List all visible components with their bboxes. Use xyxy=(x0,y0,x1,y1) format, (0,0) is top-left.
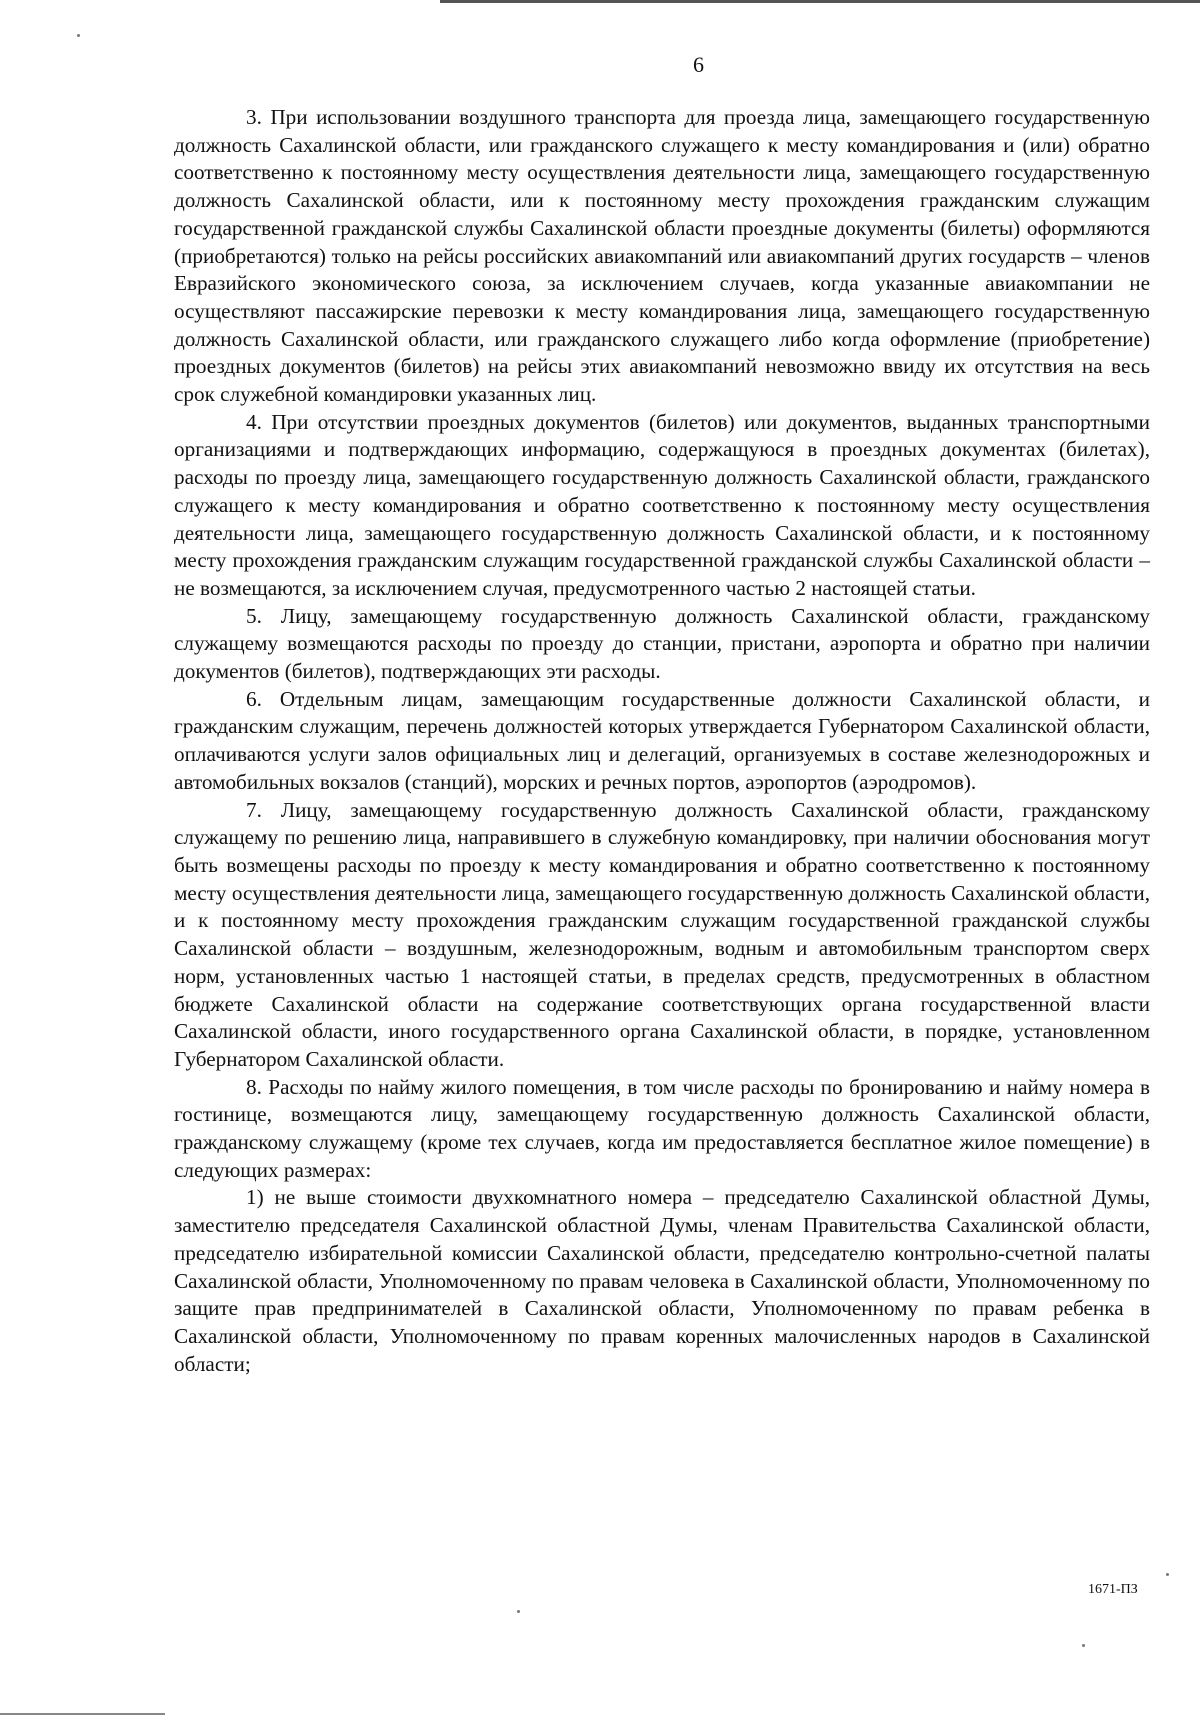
document-body xyxy=(174,104,1150,1378)
paragraph-8: 8. Расходы по найму жилого помещения, в том числе расходы по бронированию и найму номера в гостинице, возмещаются лицу, замещающему государственную должность Сахалинской области, гражданскому служащему (кроме тех случаев, когда им предоставляется бесплатное жилое помещение) в следующих размерах: xyxy=(174,1074,1150,1182)
paragraph-7: 7. Лицу, замещающему государственную должность Сахалинской области, гражданскому служащему по решению лица, направившего в служебную командировку, при наличии обоснования могут быть возмещены расходы по проезду к месту командирования и обратно соответственно к постоянному месту осуществления деятельности лица, замещающего государственную должность Сахалинской области, и к постоянному месту прохождения гражданским служащим государственной гражданской службы Сахалинской области – воздушным, железнодорожным, водным и автомобильным транспортом сверх норм, установленных частью 1 настоящей статьи, в пределах средств, предусмотренных в областном бюджете Сахалинской области на содержание соответствующих органа государственной власти Сахалинской области, иного государственного органа Сахалинской области, в порядке, установленном Губернатором Сахалинской области. xyxy=(174,797,1150,1071)
document-code: 1671-ПЗ xyxy=(1088,1582,1138,1597)
scan-speck xyxy=(1166,1573,1169,1576)
page-number: 6 xyxy=(693,52,704,77)
scan-speck xyxy=(517,1610,520,1613)
paragraph-5: 5. Лицу, замещающему государственную должность Сахалинской области, гражданскому служащему возмещаются расходы по проезду до станции, пристани, аэропорта и обратно при наличии документов (билетов), подтверждающих эти расходы. xyxy=(174,603,1150,684)
paragraph-6: 6. Отдельным лицам, замещающим государственные должности Сахалинской области, и гражданским служащим, перечень должностей которых утверждается Губернатором Сахалинской области, оплачиваются услуги залов официальных лиц и делегаций, организуемых в составе железнодорожных и автомобильных вокзалов (станций), морских и речных портов, аэропортов (аэродромов). xyxy=(174,686,1150,794)
paragraph-8-item-1: 1) не выше стоимости двухкомнатного номера – председателю Сахалинской областной Думы, заместителю председателя Сахалинской областной Думы, членам Правительства Сахалинской области, председателю избирательной комиссии Сахалинской области, председателю контрольно-счетной палаты Сахалинской области, Уполномоченному по правам человека в Сахалинской области, Уполномоченному по защите прав предпринимателей в Сахалинской области, Уполномоченному по правам ребенка в Сахалинской области, Уполномоченному по правам коренных малочисленных народов в Сахалинской области; xyxy=(174,1185,1150,1376)
scan-edge-top xyxy=(440,0,1200,3)
scan-speck xyxy=(77,34,80,37)
paragraph-3: 3. При использовании воздушного транспорта для проезда лица, замещающего государственную должность Сахалинской области, или гражданского служащего к месту командирования и (или) обратно соответственно к постоянному месту осуществления деятельности лица, замещающего государственную должность Сахалинской области, или к постоянному месту прохождения гражданским служащим государственной гражданской службы Сахалинской области проездные документы (билеты) оформляются (приобретаются) только на рейсы российских авиакомпаний или авиакомпаний других государств – членов Евразийского экономического союза, за исключением случаев, когда указанные авиакомпании не осуществляют пассажирские перевозки к месту командирования лица, замещающего государственную должность Сахалинской области, или гражданского служащего либо когда оформление (приобретение) проездных документов (билетов) на рейсы этих авиакомпаний невозможно ввиду их отсутствия на весь срок служебной командировки указанных лиц. xyxy=(174,105,1150,407)
paragraph-4: 4. При отсутствии проездных документов (билетов) или документов, выданных транспортными организациями и подтверждающих информацию, содержащуюся в проездных документах (билетах), расходы по проезду лица, замещающего государственную должность Сахалинской области, гражданского служащего к месту командирования и обратно соответственно к постоянному месту осуществления деятельности лица, замещающего государственную должность Сахалинской области, и к постоянному месту прохождения гражданским служащим государственной гражданской службы Сахалинской области – не возмещаются, за исключением случая, предусмотренного частью 2 настоящей статьи. xyxy=(174,409,1150,600)
scan-speck xyxy=(1082,1644,1085,1647)
